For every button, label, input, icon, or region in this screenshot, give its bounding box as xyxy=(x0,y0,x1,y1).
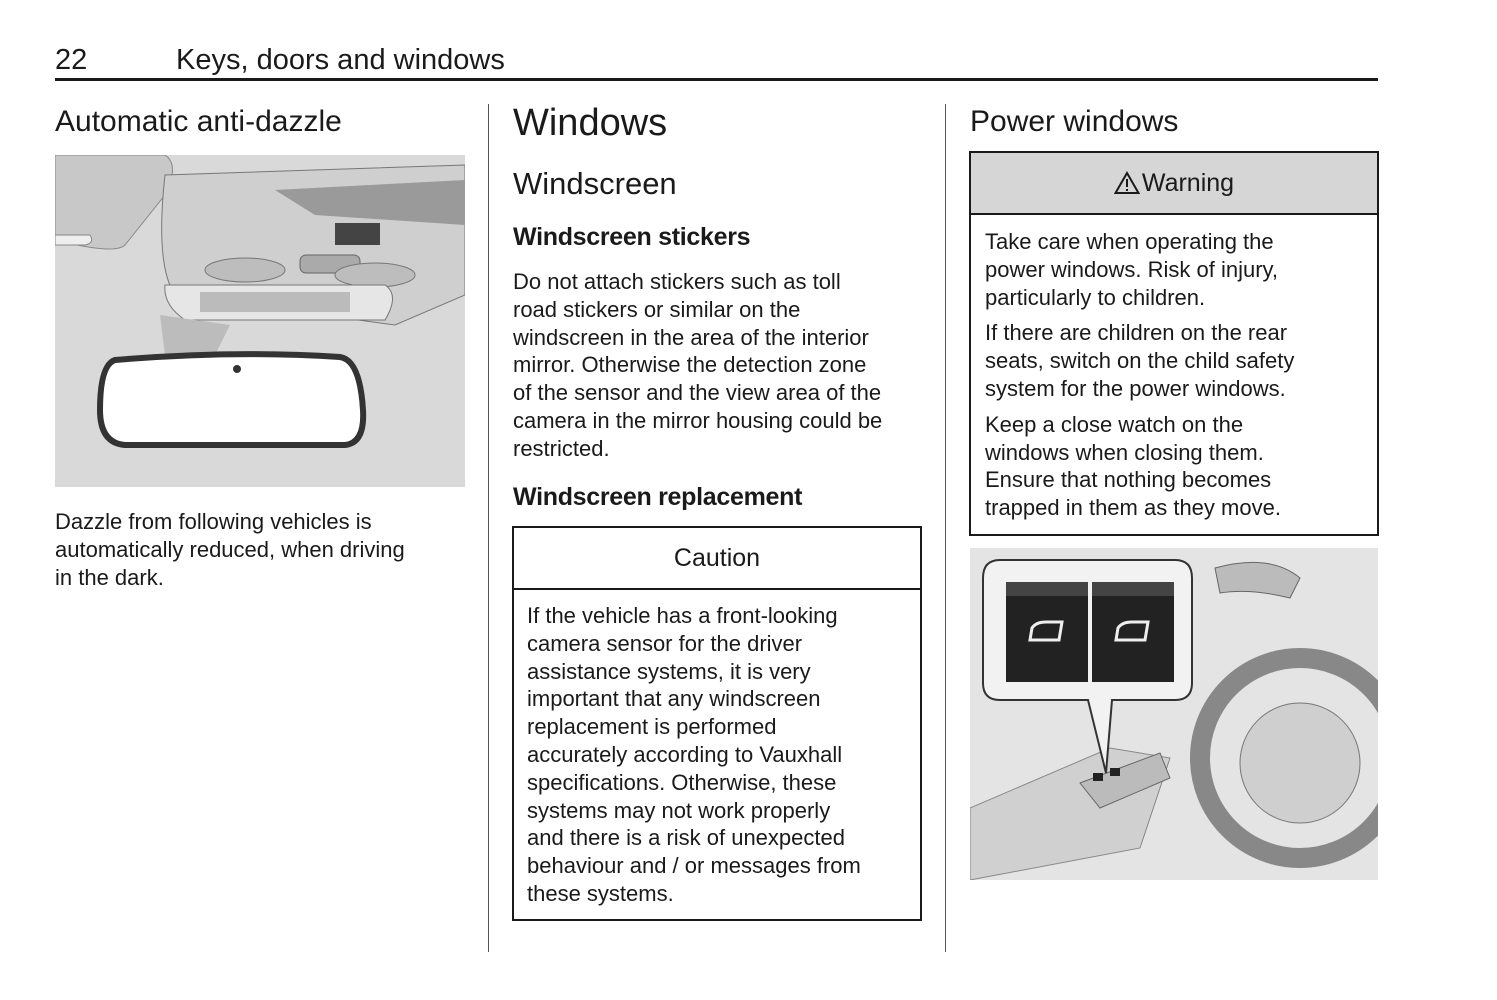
power-window-switch-illustration xyxy=(970,548,1378,880)
text-line: power windows. Risk of injury, xyxy=(985,256,1279,282)
warning-text xyxy=(985,228,1294,530)
text-line: and there is a risk of unexpected xyxy=(527,825,845,851)
caution-text xyxy=(527,602,861,908)
warning-triangle-icon xyxy=(1114,171,1140,195)
text-line: seats, switch on the child safety xyxy=(985,348,1295,374)
text-line: automatically reduced, when driving xyxy=(55,536,405,562)
text-line: behaviour and / or messages from xyxy=(527,853,861,879)
text-line: restricted. xyxy=(513,435,610,461)
caution-label: Caution xyxy=(514,528,920,590)
text-line: these systems. xyxy=(527,880,674,906)
text-line: windows when closing them. xyxy=(985,439,1264,465)
text-line: in the dark. xyxy=(55,564,164,590)
section-heading: Power windows xyxy=(970,105,1179,138)
text-line: particularly to children. xyxy=(985,284,1206,310)
anti-dazzle-paragraph xyxy=(55,508,405,591)
text-line: system for the power windows. xyxy=(985,375,1286,401)
warning-paragraph xyxy=(985,411,1294,522)
header-rule xyxy=(55,78,1378,81)
text-line: accurately according to Vauxhall xyxy=(527,741,843,767)
warning-header xyxy=(971,153,1377,215)
subsection-title: Windscreen replacement xyxy=(513,483,803,511)
text-line: camera sensor for the driver xyxy=(527,630,803,656)
caution-box xyxy=(512,526,922,921)
text-line: Take care when operating the xyxy=(985,229,1274,254)
warning-label: Warning xyxy=(1141,168,1235,197)
text-line: replacement is performed xyxy=(527,714,777,740)
section-title: Windscreen xyxy=(513,166,677,201)
text-line: Dazzle from following vehicles is xyxy=(55,509,372,534)
text-line: important that any windscreen xyxy=(527,686,821,712)
text-line: windscreen in the area of the interior xyxy=(513,324,869,350)
text-line: If there are children on the rear xyxy=(985,320,1288,346)
text-line: Do not attach stickers such as toll xyxy=(513,269,841,294)
stickers-paragraph xyxy=(513,268,882,463)
text-line: trapped in them as they move. xyxy=(985,495,1281,521)
column-divider xyxy=(488,104,489,952)
mirror-illustration xyxy=(55,155,465,487)
text-line: systems may not work properly xyxy=(527,797,831,823)
text-line: road stickers or similar on the xyxy=(513,296,801,322)
text-line: Ensure that nothing becomes xyxy=(985,467,1272,493)
text-line: mirror. Otherwise the detection zone xyxy=(513,352,867,378)
warning-box xyxy=(969,151,1379,536)
text-line: Keep a close watch on the xyxy=(985,411,1244,437)
text-line: assistance systems, it is very xyxy=(527,658,811,684)
text-line: of the sensor and the view area of the xyxy=(513,380,882,406)
section-heading: Automatic anti-dazzle xyxy=(55,105,342,138)
text-line: camera in the mirror housing could be xyxy=(513,407,883,433)
warning-paragraph xyxy=(985,228,1294,311)
subsection-title: Windscreen stickers xyxy=(513,223,751,251)
chapter-title: Windows xyxy=(513,102,668,144)
text-line: specifications. Otherwise, these xyxy=(527,769,837,795)
page-number: 22 xyxy=(55,44,88,76)
column-divider xyxy=(945,104,946,952)
running-header: Keys, doors and windows xyxy=(176,44,505,76)
warning-paragraph xyxy=(985,319,1294,402)
text-line: If the vehicle has a front-looking xyxy=(527,603,838,628)
